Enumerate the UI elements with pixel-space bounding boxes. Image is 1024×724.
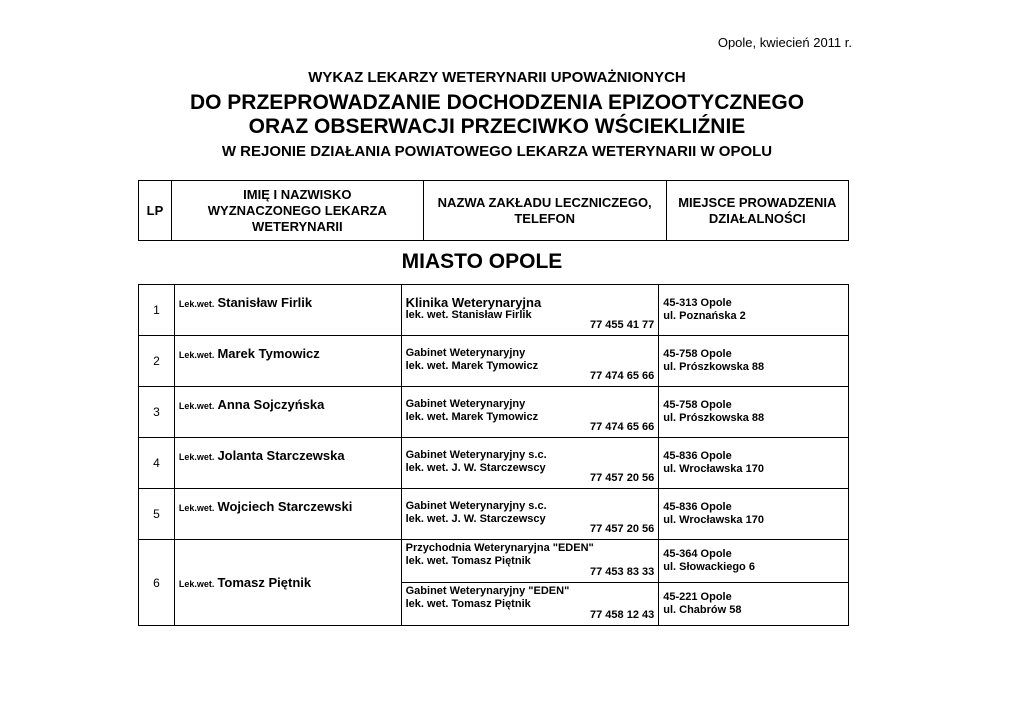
row-lp: 4 (139, 438, 175, 489)
institution-cell (401, 387, 659, 438)
location-street: ul. Poznańska 2 (663, 310, 746, 322)
institution-cell (401, 583, 659, 626)
institution-vet: lek. wet. Tomasz Piętnik (405, 555, 531, 567)
institution-phone: 77 458 12 43 (590, 609, 655, 621)
vet-prefix: Lek.wet. (178, 299, 215, 309)
table-row (139, 285, 849, 336)
institution-cell (401, 438, 659, 489)
vet-name-cell (174, 438, 401, 489)
header-name: IMIĘ I NAZWISKO WYZNACZONEGO LEKARZA WETERYNARII (171, 181, 423, 241)
institution-phone: 77 474 65 66 (590, 370, 655, 382)
vet-name-cell (174, 540, 401, 626)
vet-prefix: Lek.wet. (178, 503, 215, 513)
title-line-1: WYKAZ LEKARZY WETERYNARII UPOWAŻNIONYCH (308, 69, 686, 86)
row-lp: 5 (139, 489, 175, 540)
table-row (139, 540, 849, 583)
institution-cell (401, 336, 659, 387)
title-line-3: ORAZ OBSERWACJI PRZECIWKO WŚCIEKLIŹNIE (248, 115, 746, 138)
row-lp: 1 (139, 285, 175, 336)
institution-name: Przychodnia Weterynaryjna "EDEN" (405, 542, 594, 554)
institution-vet: lek. wet. Tomasz Piętnik (405, 598, 531, 610)
vets-table (138, 284, 849, 626)
institution-vet: lek. wet. Marek Tymowicz (405, 360, 539, 372)
institution-phone: 77 453 83 33 (590, 566, 655, 578)
vet-name: Anna Sojczyńska (217, 397, 325, 412)
vet-prefix: Lek.wet. (178, 578, 215, 589)
institution-phone: 77 457 20 56 (590, 472, 655, 484)
institution-phone: 77 457 20 56 (590, 523, 655, 535)
location-postal: 45-221 Opole (663, 591, 732, 603)
location-street: ul. Słowackiego 6 (663, 561, 755, 573)
institution-name: Gabinet Weterynaryjny "EDEN" (405, 585, 570, 597)
location-street: ul. Wrocławska 170 (663, 463, 764, 475)
vet-name: Wojciech Starczewski (217, 499, 353, 514)
location-cell (659, 489, 849, 540)
location-postal: 45-758 Opole (663, 348, 732, 360)
title-line-4: W REJONIE DZIAŁANIA POWIATOWEGO LEKARZA WETERYNARII W OPOLU (221, 143, 773, 160)
institution-name: Gabinet Weterynaryjny (405, 347, 526, 359)
institution-cell (401, 285, 659, 336)
location-postal: 45-364 Opole (663, 548, 732, 560)
row-lp: 3 (139, 387, 175, 438)
location-postal: 45-313 Opole (663, 297, 732, 309)
vet-name: Tomasz Piętnik (217, 574, 312, 590)
institution-name: Klinika Weterynaryjna (405, 295, 542, 310)
institution-cell (401, 540, 659, 583)
vets-table-body (139, 285, 849, 626)
institution-phone: 77 474 65 66 (590, 421, 655, 433)
institution-vet: lek. wet. Stanisław Firlik (405, 309, 532, 321)
vet-name-cell (174, 336, 401, 387)
column-header-table (138, 180, 849, 241)
location-street: ul. Prószkowska 88 (663, 412, 765, 424)
vet-name-cell (174, 387, 401, 438)
vet-name: Marek Tymowicz (217, 346, 320, 361)
document-title (0, 68, 1024, 162)
location-cell (659, 583, 849, 626)
vet-prefix: Lek.wet. (178, 350, 215, 360)
location-postal: 45-836 Opole (663, 501, 732, 513)
institution-name: Gabinet Weterynaryjny s.c. (405, 500, 547, 512)
location-cell (659, 285, 849, 336)
location-street: ul. Chabrów 58 (663, 604, 742, 616)
location-cell (659, 438, 849, 489)
row-lp: 6 (139, 540, 175, 626)
vet-name-cell (174, 489, 401, 540)
location-postal: 45-758 Opole (663, 399, 732, 411)
vet-name: Stanisław Firlik (217, 295, 313, 310)
location-postal: 45-836 Opole (663, 450, 732, 462)
vet-name-cell (174, 285, 401, 336)
header-institution: NAZWA ZAKŁADU LECZNICZEGO, TELEFON (423, 181, 666, 241)
document-date: Opole, kwiecień 2011 r. (717, 35, 852, 50)
section-title: MIASTO OPOLE (401, 250, 563, 273)
location-cell (659, 540, 849, 583)
institution-phone: 77 455 41 77 (590, 319, 655, 331)
location-street: ul. Prószkowska 88 (663, 361, 765, 373)
table-row (139, 489, 849, 540)
institution-vet: lek. wet. Marek Tymowicz (405, 411, 539, 423)
institution-name: Gabinet Weterynaryjny s.c. (405, 449, 547, 461)
location-cell (659, 387, 849, 438)
header-location: MIEJSCE PROWADZENIA DZIAŁALNOŚCI (666, 181, 848, 241)
row-lp: 2 (139, 336, 175, 387)
institution-vet: lek. wet. J. W. Starczewscy (405, 513, 546, 525)
table-row (139, 438, 849, 489)
institution-cell (401, 489, 659, 540)
location-cell (659, 336, 849, 387)
vet-prefix: Lek.wet. (178, 401, 215, 411)
location-street: ul. Wrocławska 170 (663, 514, 764, 526)
institution-vet: lek. wet. J. W. Starczewscy (405, 462, 546, 474)
header-lp: LP (139, 181, 172, 241)
title-line-2: DO PRZEPROWADZANIE DOCHODZENIA EPIZOOTYCZNEGO (189, 91, 805, 114)
vet-name: Jolanta Starczewska (217, 448, 345, 463)
institution-name: Gabinet Weterynaryjny (405, 398, 526, 410)
vet-prefix: Lek.wet. (178, 452, 215, 462)
table-row (139, 336, 849, 387)
table-row (139, 387, 849, 438)
